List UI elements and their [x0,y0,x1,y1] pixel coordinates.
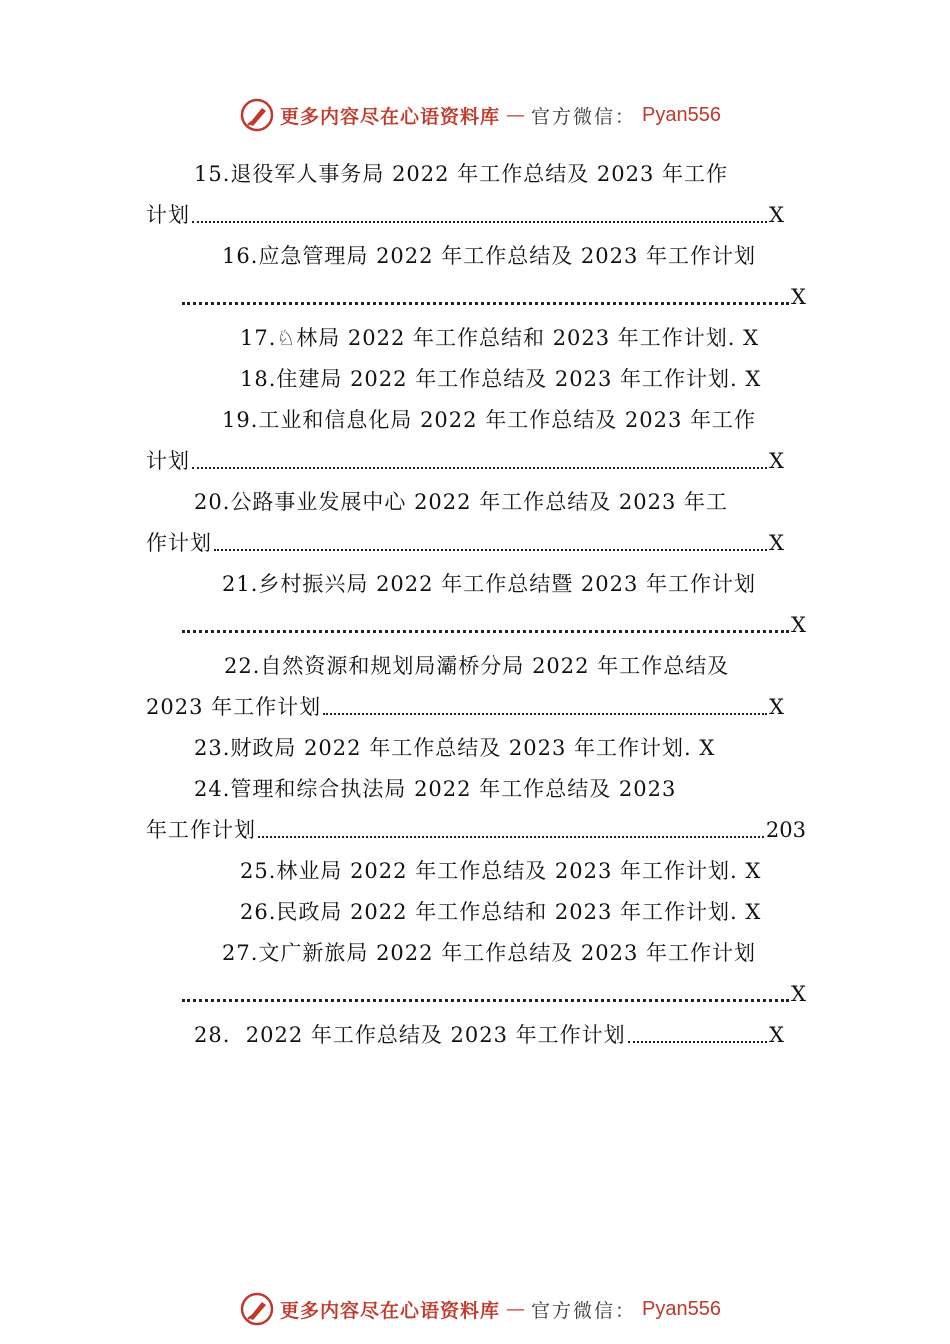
leader-dots [628,1041,767,1043]
page-number: 203 [765,818,806,842]
toc-entry-20-line1: 20.公路事业发展中心 2022 年工作总结及 2023 年工 [194,490,728,514]
page-number: X [769,695,784,719]
page-number: X [791,285,806,309]
toc-entry-21-line1: 21.乡村振兴局 2022 年工作总结暨 2023 年工作计划 [222,572,756,596]
leader-dots [258,836,764,838]
toc-entry-19-line2 [146,446,784,476]
toc-entry-16-line1: 16.应急管理局 2022 年工作总结及 2023 年工作计划 [222,244,756,268]
toc-entry-21-line2 [180,610,806,640]
page-number: X [791,613,806,637]
toc-entry-15-line2 [146,200,784,230]
toc-entry-23: 23.财政局 2022 年工作总结及 2023 年工作计划. X [194,736,716,760]
toc-entry-19-lead: 计划 [146,449,190,473]
toc-entry-28 [194,1020,784,1050]
toc-entry-15-lead: 计划 [146,203,190,227]
page-number: X [769,1023,784,1047]
toc-entry-26: 26.民政局 2022 年工作总结和 2023 年工作计划. X [240,900,762,924]
toc-entry-24-lead: 年工作计划 [146,818,256,842]
page-number: X [769,449,784,473]
toc-entry-24-line2 [146,815,806,845]
leader-dots [192,221,767,223]
leader-dots [182,302,789,305]
page-number: X [791,982,806,1006]
toc-entry-22-lead: 2023 年工作计划 [146,695,322,719]
toc-entry-20-line2 [146,528,784,558]
toc-entry-17: 17.♘林局 2022 年工作总结和 2023 年工作计划. X [240,326,760,350]
toc-entry-15-line1: 15.退役军人事务局 2022 年工作总结及 2023 年工作 [194,162,728,186]
footer-separator: — [506,1298,526,1320]
leader-dots [323,713,767,715]
toc-entry-24-line1: 24.管理和综合执法局 2022 年工作总结及 2023 [194,777,677,801]
toc-entry-18: 18.住建局 2022 年工作总结及 2023 年工作计划. X [240,367,762,391]
leader-dots [182,630,789,633]
toc-entry-19-line1: 19.工业和信息化局 2022 年工作总结及 2023 年工作 [222,408,756,432]
toc-entry-27-line2 [180,979,806,1009]
toc-entry-16-line2 [180,282,806,312]
footer-banner [240,1292,721,1326]
leader-dots [192,467,767,469]
toc-entry-27-line1: 27.文广新旅局 2022 年工作总结及 2023 年工作计划 [222,941,756,965]
toc-entry-22-line2 [146,692,784,722]
leader-dots [214,549,767,551]
footer-wechat-label: 官方微信： [531,1299,637,1322]
toc-entry-28-lead: 28. 2022 年工作总结及 2023 年工作计划 [194,1023,626,1047]
toc-entry-20-lead: 作计划 [146,531,212,555]
footer-wechat-account: Pyan556 [642,1297,721,1320]
toc-entry-22-line1: 22.自然资源和规划局灞桥分局 2022 年工作总结及 [224,654,730,678]
header-separator: — [506,104,526,126]
header-brand: 更多内容尽在心语资料库 [280,105,501,128]
header-wechat-label: 官方微信： [531,105,637,128]
footer-brand: 更多内容尽在心语资料库 [280,1299,501,1322]
toc-entry-25: 25.林业局 2022 年工作总结及 2023 年工作计划. X [240,859,762,883]
page-number: X [769,203,784,227]
leader-dots [182,999,789,1002]
quill-logo-icon [240,1292,274,1326]
header-wechat-account: Pyan556 [642,103,721,126]
page-number: X [769,531,784,555]
